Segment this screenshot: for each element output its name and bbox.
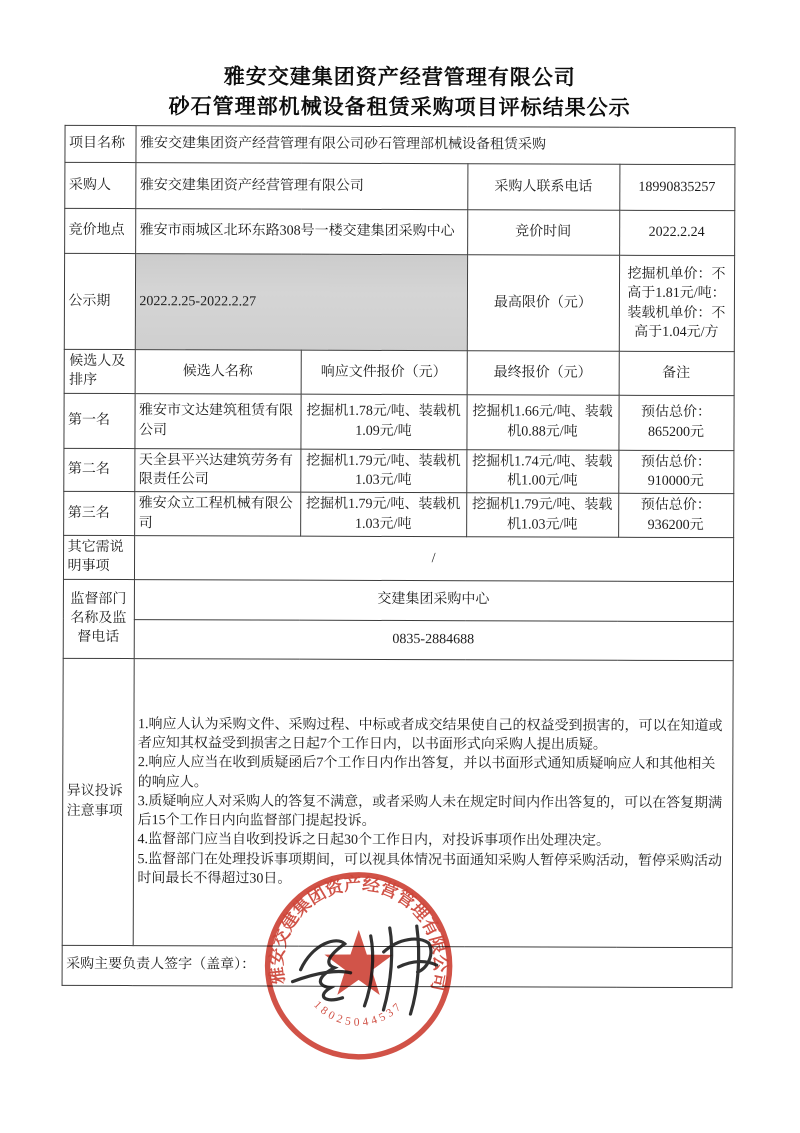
publicity-period-label: 公示期 — [64, 253, 135, 349]
objection-content — [133, 658, 733, 947]
candidate-1-remark: 预估总价：865200元 — [618, 395, 733, 450]
supervision-dept-value: 交建集团采购中心 — [134, 579, 733, 621]
title-line-1: 雅安交建集团资产经营管理有限公司 — [223, 64, 576, 90]
table-row-supervision-phone — [63, 619, 733, 660]
supervision-label: 监督部门名称及监督电话 — [63, 579, 134, 658]
evaluation-result-table — [61, 125, 735, 988]
purchaser-phone-label: 采购人联系电话 — [467, 164, 619, 211]
objection-item-1: 1.响应人认为采购文件、采购过程、中标或者成交结果使自己的权益受到损害的，可以在知道或者应知其权益受到损害之日起7个工作日内，以书面形式向采购人提出质疑。 — [137, 716, 723, 753]
supervision-phone-value: 0835-2884688 — [134, 619, 733, 660]
candidate-3-name: 雅安众立工程机械有限公司 — [134, 492, 300, 536]
project-name-value: 雅安交建集团资产经营管理有限公司砂石管理部机械设备租赁采购 — [135, 126, 734, 165]
svg-text:18025044537 — [311, 999, 406, 1029]
header-final-price: 最终报价（元） — [467, 351, 619, 395]
table-row-purchaser — [64, 162, 734, 210]
table-row-other-notes — [63, 535, 733, 581]
header-rank: 候选人及排序 — [64, 349, 135, 393]
price-limit-label: 最高限价（元） — [467, 255, 619, 352]
bidding-place-label: 竞价地点 — [64, 208, 135, 253]
seal-company-text: 雅安交建集团资产经营管理有限公司 — [266, 873, 451, 993]
candidate-2-name: 天全县平兴达建筑劳务有限责任公司 — [134, 448, 300, 492]
bidding-time-value: 2022.2.24 — [619, 210, 734, 255]
table-row-candidate-2 — [63, 448, 733, 494]
table-row-publicity-period — [64, 253, 734, 351]
candidate-2-rank: 第二名 — [63, 448, 134, 492]
candidate-1-response-price: 挖掘机1.78元/吨、装载机1.09元/吨 — [300, 394, 466, 450]
objection-label: 异议投诉注意事项 — [62, 658, 134, 945]
bidding-time-label: 竞价时间 — [467, 210, 619, 256]
candidate-3-final-price: 挖掘机1.79元/吨、装载机1.03元/吨 — [466, 493, 618, 537]
publicity-period-value: 2022.2.25-2022.2.27 — [135, 254, 467, 351]
purchaser-label: 采购人 — [64, 162, 135, 208]
candidate-2-remark: 预估总价：910000元 — [618, 450, 733, 494]
title-line-2: 砂石管理部机械设备租赁采购项目评标结果公示 — [168, 94, 631, 120]
table-header-row — [64, 349, 734, 395]
header-candidate-name: 候选人名称 — [135, 350, 301, 394]
signature-label: 采购主要负责人签字（盖章）： — [62, 945, 732, 987]
table-row-supervision-dept — [63, 579, 733, 621]
header-response-price: 响应文件报价（元） — [301, 350, 467, 394]
document-title — [0, 0, 800, 123]
candidate-3-response-price: 挖掘机1.79元/吨、装载机1.03元/吨 — [300, 492, 466, 536]
table-row-objection-notes — [62, 658, 733, 947]
table-row-candidate-3 — [63, 492, 733, 538]
objection-item-3: 3.质疑响应人对采购人的答复不满意，或者采购人未在规定时间内作出答复的，可以在答复期满后15个工作日内向监督部门提起投诉。 — [137, 793, 723, 830]
seal-number-text: 18025044537 — [311, 998, 406, 1029]
candidate-2-response-price: 挖掘机1.79元/吨、装载机1.03元/吨 — [300, 449, 466, 493]
candidate-2-final-price: 挖掘机1.74元/吨、装载机1.00元/吨 — [466, 449, 618, 493]
header-remark: 备注 — [619, 351, 734, 395]
price-limit-value: 挖掘机单价：不高于1.81元/吨：装载机单价：不高于1.04元/方 — [619, 255, 734, 351]
bidding-place-value: 雅安市雨城区北环东路308号一楼交建集团采购中心 — [135, 209, 467, 255]
purchaser-value: 雅安交建集团资产经营管理有限公司 — [135, 163, 467, 210]
other-notes-value: / — [134, 535, 733, 581]
candidate-3-remark: 预估总价：936200元 — [618, 494, 733, 538]
other-notes-label: 其它需说明事项 — [63, 535, 134, 579]
candidate-3-rank: 第三名 — [63, 492, 134, 536]
candidate-1-final-price: 挖掘机1.66元/吨、装载机0.88元/吨 — [466, 394, 618, 450]
objection-item-5: 5.监督部门在处理投诉事项期间，可以视具体情况书面通知采购人暂停采购活动，暂停采购活动时间最长不得超过30日。 — [137, 851, 723, 887]
objection-item-2: 2.响应人应当在收到质疑函后7个工作日内作出答复，并以书面形式通知质疑响应人和其他相关的响应人。 — [137, 755, 716, 790]
purchaser-phone-value: 18990835257 — [619, 164, 734, 210]
table-row-signature — [62, 945, 732, 987]
project-name-label: 项目名称 — [64, 125, 135, 162]
candidate-1-rank: 第一名 — [63, 393, 134, 448]
objection-item-4: 4.监督部门应当自收到投诉之日起30个工作日内，对投诉事项作出处理决定。 — [137, 832, 611, 850]
table-row-candidate-1 — [63, 393, 733, 450]
table-row-bidding-place — [64, 208, 734, 255]
table-row-project — [64, 125, 734, 164]
candidate-1-name: 雅安市文达建筑租赁有限公司 — [134, 393, 300, 449]
